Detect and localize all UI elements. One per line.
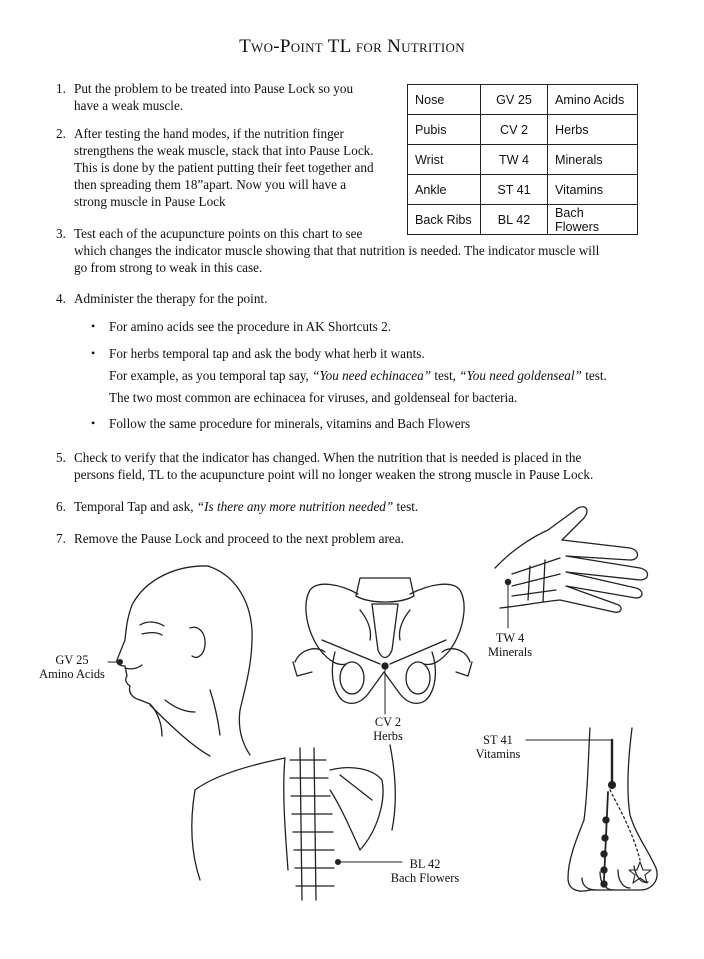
- step-2-line-1: After testing the hand modes, if the nutrition finger: [74, 126, 344, 141]
- table-cell-location: Back Ribs: [408, 205, 481, 235]
- table-cell-point: ST 41: [481, 175, 548, 205]
- bl42-code: BL 42: [409, 857, 441, 871]
- table-cell-point: CV 2: [481, 115, 548, 145]
- step-2-line-5: strong muscle in Pause Lock: [74, 194, 226, 209]
- table-cell-nutrient: Herbs: [548, 115, 638, 145]
- foot-point: [601, 867, 607, 873]
- head-profile-illustration: [117, 566, 252, 756]
- bullet-marker: •: [91, 416, 96, 430]
- example-text-c: test,: [431, 368, 460, 383]
- foot-point: [601, 881, 607, 887]
- step-5-line-2: persons field, TL to the acupuncture point will no longer weaken the strong muscle in Pause Lock.: [74, 467, 594, 482]
- table-cell-point: TW 4: [481, 145, 548, 175]
- gv25-code: GV 25: [55, 653, 89, 667]
- cv2-nutrient: Herbs: [373, 729, 403, 743]
- step-5-line-1: Check to verify that the indicator has changed. When the nutrition that is needed is placed in the: [74, 450, 582, 465]
- bullet-marker: •: [91, 346, 96, 360]
- table-cell-nutrient: Minerals: [548, 145, 638, 175]
- example-quote-goldenseal: “You need goldenseal”: [459, 368, 582, 383]
- step-3-line-2: which changes the indicator muscle showing that that nutrition is needed. The indicator muscle will: [74, 243, 600, 258]
- gv25-nutrient: Amino Acids: [39, 667, 105, 681]
- gv25-point: [118, 660, 123, 665]
- bullet-amino-acids: For amino acids see the procedure in AK Shortcuts 2.: [109, 319, 392, 334]
- step-4-number: 4.: [56, 291, 66, 306]
- bl42-label: [386, 857, 464, 885]
- bl42-nutrient: Bach Flowers: [390, 871, 460, 885]
- table-cell-nutrient: Amino Acids: [548, 85, 638, 115]
- step-3-line-1: Test each of the acupuncture points on this chart to see: [74, 226, 363, 241]
- gv25-label: [36, 653, 108, 681]
- pelvis-illustration: [293, 578, 472, 703]
- step-6-number: 6.: [56, 499, 66, 514]
- step-7-text: Remove the Pause Lock and proceed to the next problem area.: [74, 531, 404, 546]
- foot-illustration: [568, 728, 657, 891]
- step-2-number: 2.: [56, 126, 66, 141]
- st41-nutrient: Vitamins: [475, 747, 521, 761]
- example-quote-echinacea: “You need echinacea”: [312, 368, 432, 383]
- cv2-code: CV 2: [374, 715, 402, 729]
- step-4-text: Administer the therapy for the point.: [74, 291, 268, 306]
- bullet-minerals: Follow the same procedure for minerals, vitamins and Bach Flowers: [109, 416, 471, 431]
- foot-point: [602, 835, 608, 841]
- step-6-text-c: test.: [393, 499, 419, 514]
- table-cell-point: BL 42: [481, 205, 548, 235]
- step-1-line-1: Put the problem to be treated into Pause Lock so you: [74, 81, 354, 96]
- step-3-number: 3.: [56, 226, 66, 241]
- st41-code: ST 41: [483, 733, 513, 747]
- cv2-point: [382, 663, 388, 669]
- step-2-line-4: then spreading them 18”apart. Now you will have a: [74, 177, 347, 192]
- st41-point: [609, 782, 616, 789]
- step-6-quote: “Is there any more nutrition needed”: [196, 499, 394, 514]
- table-cell-location: Ankle: [408, 175, 481, 205]
- bullet-herbs: For herbs temporal tap and ask the body what herb it wants.: [109, 346, 425, 361]
- cv2-label: [358, 715, 418, 743]
- step-1-line-2: have a weak muscle.: [74, 98, 184, 113]
- hand-illustration: [495, 507, 648, 613]
- step-1-number: 1.: [56, 81, 66, 96]
- foot-point: [601, 851, 607, 857]
- step-6-text-a: Temporal Tap and ask,: [74, 499, 197, 514]
- bullet-marker: •: [91, 319, 96, 333]
- tw4-label: [480, 631, 540, 659]
- page-title: Two-Point TL for Nutrition: [239, 36, 465, 57]
- example-line-2: The two most common are echinacea for viruses, and goldenseal for bacteria.: [109, 390, 518, 405]
- step-2-line-2: strengthens the weak muscle, stack that into Pause Lock.: [74, 143, 374, 158]
- st41-label: [466, 733, 530, 761]
- table-cell-location: Nose: [408, 85, 481, 115]
- step-3-line-3: go from strong to weak in this case.: [74, 260, 263, 275]
- table-cell-nutrient: Bach Flowers: [548, 205, 638, 235]
- step-5-number: 5.: [56, 450, 66, 465]
- tw4-code: TW 4: [495, 631, 525, 645]
- table-cell-nutrient: Vitamins: [548, 175, 638, 205]
- foot-point: [603, 817, 609, 823]
- table-cell-location: Wrist: [408, 145, 481, 175]
- table-cell-location: Pubis: [408, 115, 481, 145]
- tw4-point: [505, 579, 510, 584]
- example-text-a: For example, as you temporal tap say,: [109, 368, 313, 383]
- back-illustration: [192, 745, 396, 900]
- bl42-point: [336, 860, 341, 865]
- example-text-e: test.: [581, 368, 607, 383]
- tw4-nutrient: Minerals: [487, 645, 533, 659]
- step-7-number: 7.: [56, 531, 66, 546]
- table-cell-point: GV 25: [481, 85, 548, 115]
- step-2-line-3: This is done by the patient putting their feet together and: [74, 160, 374, 175]
